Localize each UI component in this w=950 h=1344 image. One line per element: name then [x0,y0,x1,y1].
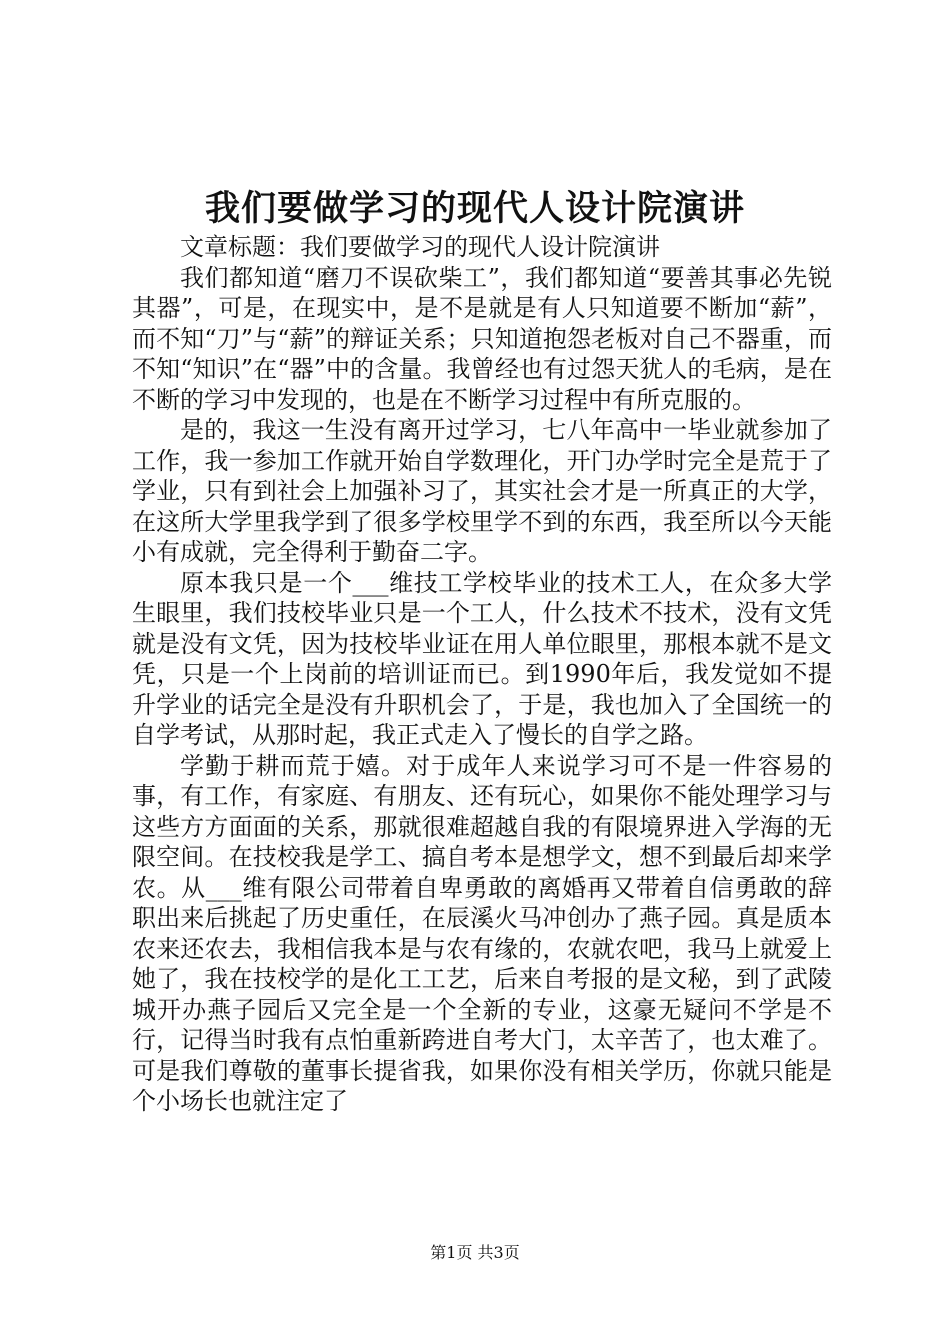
document-title: 我们要做学习的现代人设计院演讲 [204,188,745,229]
paragraph: 原本我只是一个___维技工学校毕业的技术工人，在众多大学生眼里，我们技校毕业只是一个工人，什么技术不技术，没有文凭就是没有文凭，因为技校毕业证在用人单位眼里，那根本就不是文凭，只是一个上岗前的培训证而已。到1990年后，我发觉如不提升学业的话完全是没有升职机会了，于是，我也加入了全国统一的自学考试，从那时起，我正式走入了慢长的自学之路。 [132,568,832,749]
paragraph: 学勤于耕而荒于嬉。对于成年人来说学习可不是一件容易的事，有工作，有家庭、有朋友、还有玩心，如果你不能处理学习与这些方方面面的关系，那就很难超越自我的有限境界进入学海的无限空间。在技校我是学工、搞自考本是想学文，想不到最后却来学农。从___维有限公司带着自卑勇敢的离婚再又带着自信勇敢的辞职出来后挑起了历史重任，在辰溪火马冲创办了燕子园。真是质本农来还农去，我相信我本是与农有缘的，农就农吧，我马上就爱上她了，我在技校学的是化工工艺，后来自考报的是文秘，到了武陵城开办燕子园后又完全是一个全新的专业，这豪无疑问不学是不行，记得当时我有点怕重新跨进自考大门，太辛苦了，也太难了。可是我们尊敬的董事长提省我，如果你没有相关学历，你就只能是个小场长也就注定了 [132,751,832,1115]
article-title-line: 文章标题：我们要做学习的现代人设计院演讲 [180,233,660,261]
document-body [132,232,832,1117]
paragraph: 我们都知道“磨刀不误砍柴工”，我们都知道“要善其事必先锐其器”，可是，在现实中，是不是就是有人只知道要不断加“薪”，而不知“刀”与“薪”的辩证关系；只知道抱怨老板对自己不器重，而不知“知识”在“器”中的含量。我曾经也有过怨天犹人的毛病，是在不断的学习中发现的，也是在不断学习过程中有所克服的。 [132,263,832,414]
paragraph: 是的，我这一生没有离开过学习，七八年高中一毕业就参加了工作，我一参加工作就开始自学数理化，开门办学时完全是荒于了学业，只有到社会上加强补习了，其实社会才是一所真正的大学，在这所大学里我学到了很多学校里学不到的东西，我至所以今天能小有成就，完全得利于勤奋二字。 [132,416,832,566]
page-footer: 第1页 共3页 [430,1243,520,1262]
